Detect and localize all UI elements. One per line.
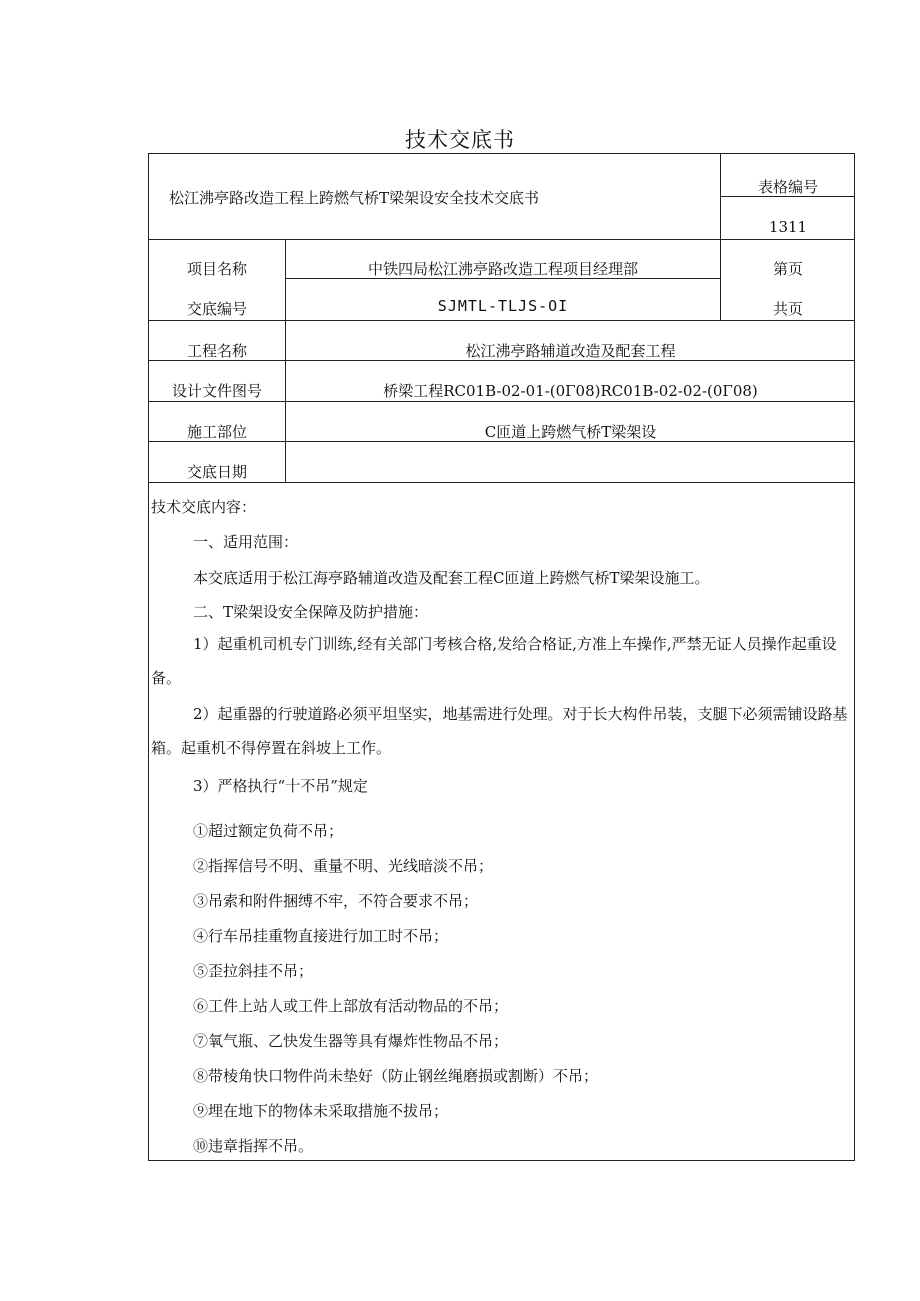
disclosure-content — [149, 483, 854, 1160]
disclosure-number-value: SJMTL-TLJS-OI — [437, 297, 569, 315]
divider — [149, 320, 855, 321]
divider — [149, 239, 855, 240]
rule-item: ③吊索和附件捆缚不牢，不符合要求不吊； — [193, 892, 479, 910]
section-1-text: 本交底适用于松江海亭路辅道改造及配套工程C匝道上跨燃气桥T梁架设施工。 — [193, 569, 710, 587]
design-drawing-label: 设计文件图号 — [171, 382, 262, 400]
page-label: 第页 — [772, 260, 803, 278]
section-1-title: 一、适用范围： — [193, 533, 299, 551]
measure-item-2: 2）起重器的行驶道路必须平坦坚实，地基需进行处理。对于长大构件吊装，支腿下必须需铺设路基箱。起重机不得停置在斜坡上工作。 — [151, 705, 848, 757]
project-name-value: 中铁四局松江沸亭路改造工程项目经理部 — [367, 260, 638, 278]
section-2-title: 二、T梁架设安全保障及防护措施： — [193, 603, 429, 621]
rule-item: ②指挥信号不明、重量不明、光线暗淡不吊； — [193, 857, 494, 875]
document-subject: 松江沸亭路改造工程上跨燃气桥T梁架设安全技术交底书 — [169, 189, 540, 207]
rule-item: ⑩违章指挥不吊。 — [193, 1137, 314, 1155]
rule-item: ⑧带棱角快口物件尚未垫好（防止钢丝绳磨损或割断）不吊； — [193, 1067, 599, 1085]
measure-item-3: 3）严格执行“十不吊”规定 — [193, 777, 368, 795]
rule-item: ④行车吊挂重物直接进行加工时不吊； — [193, 927, 449, 945]
disclosure-date-label: 交底日期 — [186, 463, 247, 481]
document-title: 技术交底书 — [405, 128, 515, 152]
rule-item: ⑥工件上站人或工件上部放有活动物品的不吊； — [193, 997, 509, 1015]
disclosure-number-label: 交底编号 — [186, 300, 247, 318]
form-number-value: 1311 — [768, 218, 808, 236]
rule-item: ⑨埋在地下的物体未采取措施不拔吊； — [193, 1102, 449, 1120]
project-name-label: 项目名称 — [186, 260, 247, 278]
rule-item: ⑤歪拉斜挂不吊； — [193, 962, 314, 980]
work-name-label: 工程名称 — [186, 342, 247, 360]
content-heading: 技术交底内容： — [151, 498, 257, 516]
disclosure-form-table — [148, 153, 855, 1161]
construction-part-label: 施工部位 — [186, 423, 247, 441]
design-drawing-value: 桥梁工程RC01B-02-01-(0Γ08)RC01B-02-02-(0Γ08) — [383, 382, 758, 400]
measure-item-1: 1）起重机司机专门训练,经有关部门考核合格,发给合格证,方准上车操作,严禁无证人员操作起重设备。 — [151, 635, 837, 687]
total-pages-label: 共页 — [772, 300, 803, 318]
work-name-value: 松江沸亭路辅道改造及配套工程 — [465, 342, 676, 360]
rule-item: ⑦氧气瓶、乙快发生器等具有爆炸性物品不吊； — [193, 1032, 509, 1050]
divider — [149, 401, 855, 402]
construction-part-value: C匝道上跨燃气桥T梁架设 — [484, 423, 657, 441]
form-number-label: 表格编号 — [757, 178, 818, 196]
rule-item: ①超过额定负荷不吊； — [193, 822, 344, 840]
